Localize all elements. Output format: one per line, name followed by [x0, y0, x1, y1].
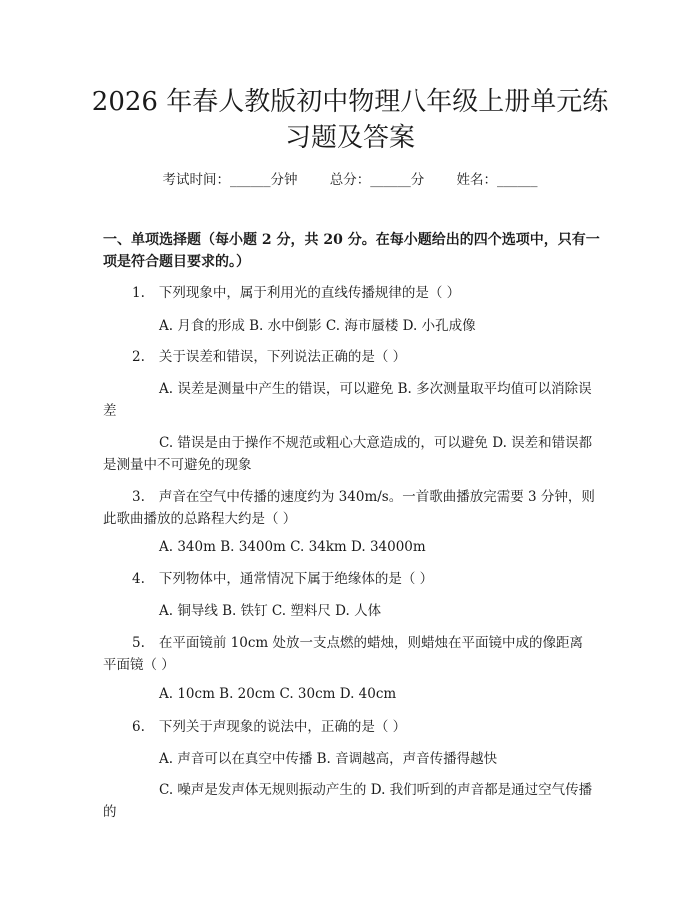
question-text: 下列物体中，通常情况下属于绝缘体的是（ ）	[158, 571, 434, 587]
question-number: 3.	[132, 489, 145, 505]
page-title-line2: 习题及答案	[284, 123, 415, 153]
question-text: 关于误差和错误，下列说法正确的是（ ）	[158, 349, 407, 365]
page-title-line1: 2026 年春人教版初中物理八年级上册单元练	[91, 87, 609, 117]
question-3	[103, 486, 595, 530]
question-1	[103, 282, 595, 304]
question-3-options: A. 340m B. 3400m C. 34km D. 34000m	[159, 539, 426, 555]
exam-time-field: 考试时间：______分钟	[162, 172, 298, 188]
question-number: 2.	[132, 349, 145, 365]
question-number: 5.	[132, 635, 145, 651]
question-6-options-ab: A. 声音可以在真空中传播 B. 音调越高，声音传播得越快	[159, 751, 498, 767]
question-6	[103, 716, 595, 738]
question-4	[103, 568, 595, 590]
question-text: 下列现象中，属于利用光的直线传播规律的是（ ）	[158, 285, 461, 301]
section-heading: 一、单项选择题（每小题 2 分，共 20 分。在每小题给出的四个选项中，只有一项是符合题目要求的。）	[103, 232, 600, 270]
total-score-field: 总分：______分	[329, 172, 425, 188]
question-6-options-cd: C. 噪声是发声体无规则振动产生的 D. 我们听到的声音都是通过空气传播的	[103, 782, 593, 820]
question-number: 1.	[132, 285, 145, 301]
question-1-options: A. 月食的形成 B. 水中倒影 C. 海市蜃楼 D. 小孔成像	[159, 318, 476, 334]
student-name-field: 姓名：______	[456, 172, 538, 188]
question-text: 在平面镜前 10cm 处放一支点燃的蜡烛，则蜡烛在平面镜中成的像距离平面镜（ ）	[103, 635, 584, 673]
question-2	[103, 346, 595, 368]
question-text: 声音在空气中传播的速度约为 340m/s。一首歌曲播放完需要 3 分钟，则此歌曲播放的总路程大约是（ ）	[103, 489, 595, 527]
question-5	[103, 632, 595, 676]
exam-meta	[0, 168, 700, 188]
question-4-options: A. 铜导线 B. 铁钉 C. 塑料尺 D. 人体	[159, 603, 382, 619]
question-text: 下列关于声现象的说法中，正确的是（ ）	[158, 719, 407, 735]
question-2-options-cd: C. 错误是由于操作不规范或粗心大意造成的，可以避免 D. 误差和错误都是测量中不可避免的现象	[103, 435, 593, 473]
question-5-options: A. 10cm B. 20cm C. 30cm D. 40cm	[159, 686, 397, 702]
question-number: 4.	[132, 571, 145, 587]
question-number: 6.	[132, 719, 145, 735]
question-2-options-ab: A. 误差是测量中产生的错误，可以避免 B. 多次测量取平均值可以消除误差	[103, 381, 592, 419]
